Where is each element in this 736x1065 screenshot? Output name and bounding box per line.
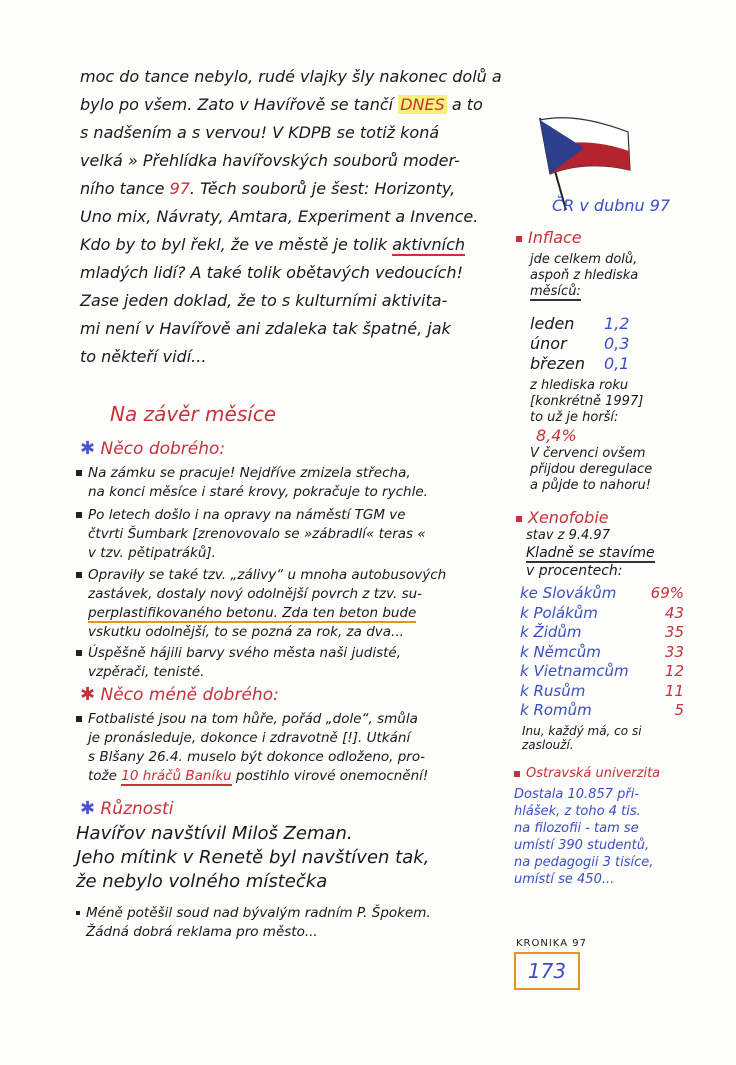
good-item-3: Opraviły se také tzv. „zálivy“ u mnoha autobusových zastávek, dostaly nový odolnější povrch z tzv. su- perplastifikovaného betonu. Zda ten beton bude vskutku odolnější, to se pozná za rok, za dva...	[76, 566, 446, 642]
inflation-value-3: 0,1	[604, 354, 630, 373]
less-good-heading: ✱ Něco méně dobrého:	[80, 684, 279, 705]
xeno-row: k Vietnamcům	[520, 662, 629, 680]
misc-line-3: že nebylo volného místečka	[76, 871, 328, 892]
asterisk-icon: ✱	[80, 798, 96, 819]
xenophobia-date: stav z 9.4.97	[526, 528, 610, 543]
section-title: Na závěr měsíce	[110, 402, 277, 426]
good-item-1: Na zámku se pracuje! Nejdříve zmizela střecha, na konci měsíce i staré krovy, pokračuje to rychle.	[76, 464, 428, 502]
xeno-row: ke Slovákům	[520, 584, 617, 602]
xeno-value: 35	[664, 623, 684, 641]
misc-line-1: Havířov navštívil Miloš Zeman.	[76, 823, 353, 844]
main-line-7: Kdo by to byl řekl, že ve městě je tolik aktivních	[80, 235, 466, 254]
players-count: 10 hráčů Baníku	[121, 768, 232, 784]
main-line-8: mladých lidí? A také tolik obětavých vedoucích!	[80, 263, 463, 282]
xeno-row: k Rusům	[520, 681, 586, 700]
bullet-icon	[76, 572, 82, 578]
inflation-value-1: 1,2	[604, 314, 630, 333]
kronika-label: KRONIKA 97	[516, 938, 587, 949]
xeno-value: 69%	[650, 584, 684, 602]
main-line-5: ního tance 97. Těch souborů je šest: Horizonty,	[80, 179, 456, 198]
bullet-icon	[516, 516, 522, 522]
university-heading: Ostravská univerzita	[514, 766, 660, 781]
inflation-intro: jde celkem dolů, aspoň z hlediska měsíců:	[530, 252, 639, 299]
asterisk-icon: ✱	[80, 438, 96, 459]
xeno-row: k Polákům	[520, 603, 598, 622]
main-line-1: moc do tance nebylo, rudé vlajky šly nakonec dolů a	[80, 67, 502, 86]
inflation-row-1: leden	[530, 314, 575, 333]
less-good-item: Fotbalisté jsou na tom hůře, pořád „dole“, smůla je pronásleduje, dokonce i zdravotně [!]. Utkání s Blšany 26.4. muselo být dokonce odloženo, pro- tože 10 hráčů Baníku postihlo virové onemocnění!	[76, 710, 428, 786]
bullet-icon	[76, 470, 82, 476]
main-line-4: velká » Přehlídka havířovských souborů moder-	[80, 151, 460, 170]
xeno-value: 33	[664, 642, 684, 661]
year-97: 97	[169, 179, 190, 198]
xeno-value: 43	[664, 603, 684, 622]
xeno-value: 5	[674, 701, 684, 719]
main-line-11: to někteří vidí...	[80, 347, 207, 366]
misc-note: Méně potěšil soud nad bývalým radním P. Špokem. Žádná dobrá reklama pro město...	[76, 904, 431, 942]
xeno-value: 11	[664, 681, 684, 700]
bullet-icon	[76, 716, 82, 722]
xeno-row: k Židům	[520, 623, 582, 641]
bullet-icon	[514, 771, 520, 777]
university-text: Dostala 10.857 při- hlášek, z toho 4 tis. na filozofii - tam se umístí 390 studentů, na pedagogii 3 tisíce, umístí se 450...	[514, 787, 654, 887]
good-heading: ✱ Něco dobrého:	[80, 438, 226, 459]
inflation-row-2: únor	[530, 334, 567, 353]
xenophobia-values	[638, 584, 684, 721]
asterisk-icon: ✱	[80, 684, 96, 705]
main-line-6: Uno mix, Návraty, Amtara, Experiment a Invence.	[80, 207, 479, 226]
bullet-icon	[516, 236, 522, 242]
main-line-9: Zase jeden doklad, že to s kulturními aktivita-	[80, 291, 448, 310]
inflation-outro: V červenci ovšem přijdou deregulace a půjde to nahoru!	[530, 446, 653, 493]
aktivnich-underlined: aktivních	[392, 235, 466, 254]
page-number: 173	[514, 952, 580, 990]
inflation-row-3: březen	[530, 354, 585, 373]
dnes-highlight: DNES	[400, 95, 445, 114]
xenophobia-groups	[520, 584, 629, 721]
xenophobia-heading: Xenofobie	[516, 508, 609, 527]
main-line-3: s nadšením a s vervou! V KDPB se totiž koná	[80, 123, 440, 142]
bullet-icon	[76, 512, 82, 518]
xenophobia-outro: Inu, každý má, co si zaslouží.	[522, 724, 642, 752]
good-item-4: Úspěšně hájili barvy svého města naši judisté, vzpěrači, tenisté.	[76, 644, 401, 682]
xeno-row: k Romům	[520, 701, 592, 719]
good-item-2: Po letech došlo i na opravy na náměstí TGM ve čtvrti Šumbark [zrenovovalo se »zábradlí« teras « v tzv. pětipatráků].	[76, 506, 426, 563]
xenophobia-intro: Kladně se stavíme v procentech:	[526, 545, 655, 579]
inflation-value-2: 0,3	[604, 334, 630, 353]
inflation-rate: 8,4%	[536, 426, 577, 445]
inflation-year-note: z hlediska roku [konkrétně 1997] to už je horší:	[530, 378, 644, 425]
xeno-row: k Němcům	[520, 642, 601, 661]
xeno-value: 12	[664, 662, 684, 680]
bullet-icon	[76, 911, 80, 915]
inflation-heading: Inflace	[516, 228, 582, 247]
flag-caption: ČR v dubnu 97	[552, 196, 671, 215]
main-line-10: mi není v Havířově ani zdaleka tak špatné, jak	[80, 319, 451, 338]
bullet-icon	[76, 650, 82, 656]
misc-heading: ✱ Různosti	[80, 798, 174, 819]
misc-line-2: Jeho mítink v Renetě byl navštíven tak,	[76, 847, 430, 868]
main-line-2: bylo po všem. Zato v Havířově se tančí DNES a to	[80, 95, 483, 114]
